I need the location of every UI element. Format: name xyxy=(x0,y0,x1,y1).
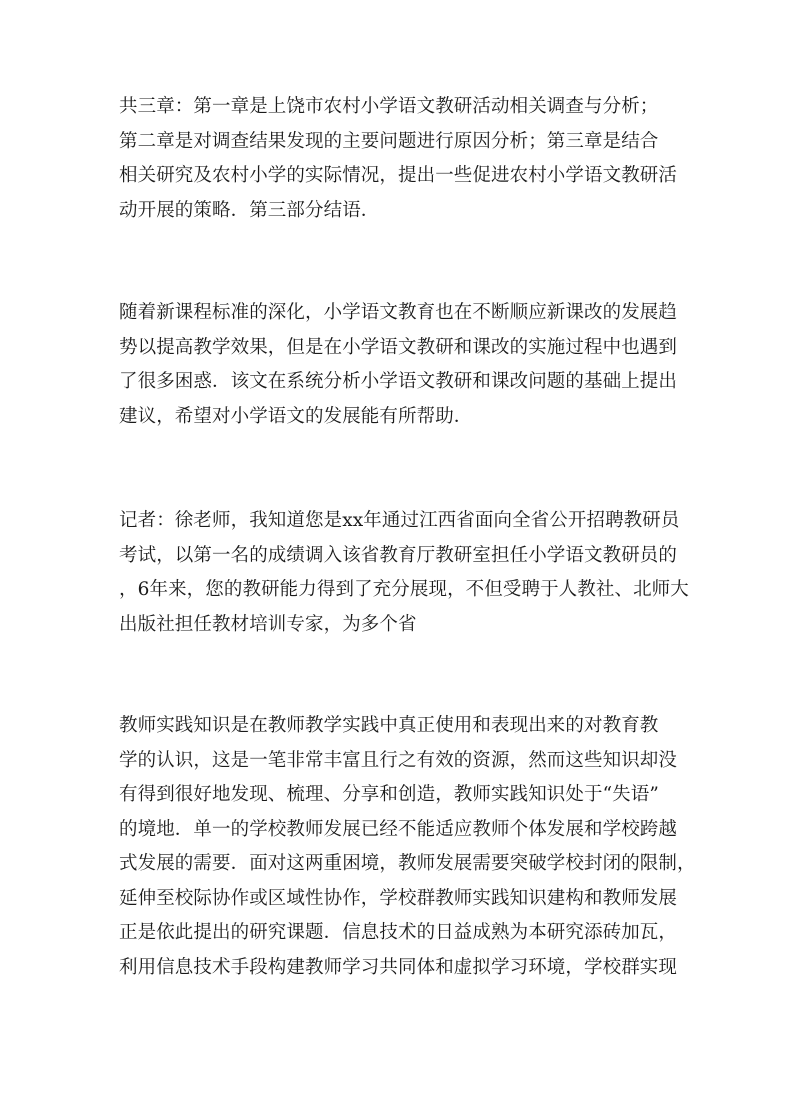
text-line: 势以提高教学效果，但是在小学语文教研和课改的实施过程中也遇到 xyxy=(119,336,678,358)
paragraph-3 xyxy=(119,504,689,642)
text-line: 考试，以第一名的成绩调入该省教育厅教研室担任小学语文教研员的 xyxy=(119,544,678,566)
text-line: ，6年来，您的教研能力得到了充分展现，不但受聘于人教社、北师大 xyxy=(119,579,689,600)
text-line: 的境地．单一的学校教师发展已经不能适应教师个体发展和学校跨越 xyxy=(119,818,678,840)
text-line: 延伸至校际协作或区域性协作，学校群教师实践知识建构和教师发展 xyxy=(119,887,678,909)
text-line: 教师实践知识是在教师教学实践中真正使用和表现出来的对教育教 xyxy=(119,715,659,736)
text-line: 相关研究及农村小学的实际情况，提出一些促进农村小学语文教研活 xyxy=(119,165,678,186)
paragraph-4 xyxy=(119,709,696,985)
text-line: 正是依此提出的研究课题．信息技术的日益成熟为本研究添砖加瓦， xyxy=(119,922,678,943)
text-line: 出版社担任教材培训专家，为多个省 xyxy=(119,613,417,635)
text-line: 共三章：第一章是上饶市农村小学语文教研活动相关调查与分析； xyxy=(119,96,659,117)
text-line: 学的认识，这是一笔非常丰富且行之有效的资源，然而这些知识却没 xyxy=(119,749,678,771)
text-line: 建议，希望对小学语文的发展能有所帮助． xyxy=(119,405,473,427)
paragraph-1 xyxy=(119,90,679,228)
paragraph-2 xyxy=(119,296,679,434)
text-line: 利用信息技术手段构建教师学习共同体和虚拟学习环境，学校群实现 xyxy=(119,956,678,978)
text-line: 式发展的需要．面对这两重困境，教师发展需要突破学校封闭的限制， xyxy=(119,853,696,874)
text-line: 了很多困惑．该文在系统分析小学语文教研和课改问题的基础上提出 xyxy=(119,371,678,392)
text-line: 随着新课程标准的深化，小学语文教育也在不断顺应新课改的发展趋 xyxy=(119,302,678,323)
text-line: 有得到很好地发现、梳理、分享和创造，教师实践知识处于“失语” xyxy=(119,784,659,805)
text-line: 记者：徐老师，我知道您是xx年通过江西省面向全省公开招聘教研员 xyxy=(119,510,680,531)
text-line: 动开展的策略．第三部分结语． xyxy=(119,199,380,221)
text-line: 第二章是对调查结果发现的主要问题进行原因分析；第三章是结合 xyxy=(119,130,659,152)
